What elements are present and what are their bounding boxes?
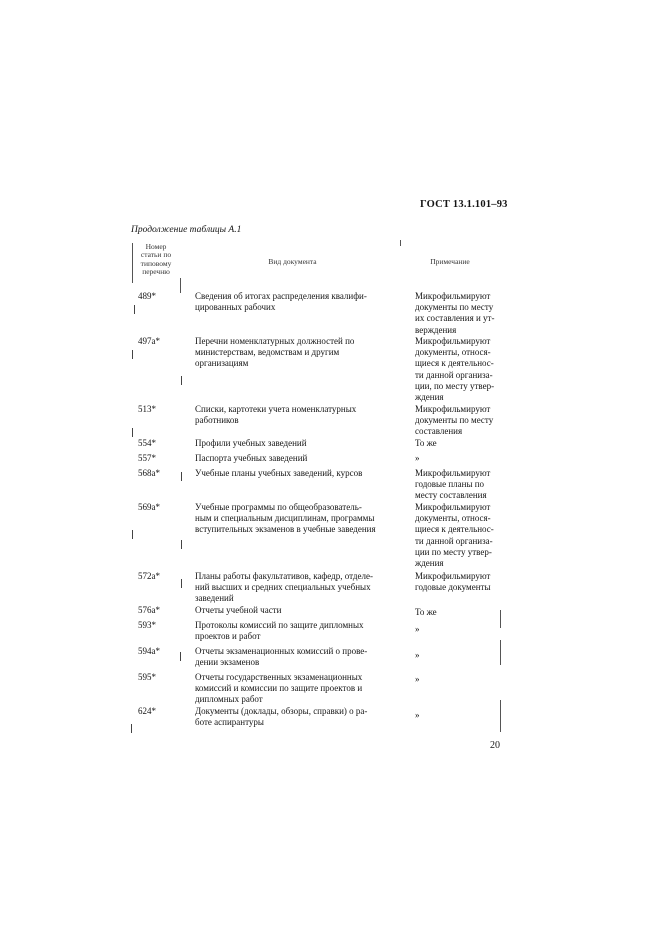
row-document-type: Профили учебных заведений — [195, 438, 307, 448]
column-rule — [181, 540, 182, 549]
row-number: 497а* — [138, 336, 160, 346]
row-note: Микрофильмируют годовые документы — [415, 571, 491, 593]
row-number: 572а* — [138, 571, 160, 581]
row-number: 576а* — [138, 605, 160, 615]
column-rule — [400, 240, 401, 246]
row-number: 593* — [138, 620, 156, 630]
row-note: Микрофильмируют документы по месту составления — [415, 404, 494, 437]
row-document-type: Учебные программы по общеобразователь- ным и специальным дисциплинам, программы вступительных экзаменов в учебные заведения — [195, 502, 376, 535]
table-caption: Продолжение таблицы А.1 — [131, 225, 242, 235]
row-number: 489* — [138, 291, 156, 301]
row-document-type: Сведения об итогах распределения квалифи- цированных рабочих — [195, 291, 367, 313]
row-document-type: Списки, картотеки учета номенклатурных работников — [195, 404, 357, 426]
column-header-note: Примечание — [430, 257, 470, 266]
row-number: 554* — [138, 438, 156, 448]
row-number: 557* — [138, 453, 156, 463]
row-document-type: Документы (доклады, обзоры, справки) о ра- боте аспирантуры — [195, 706, 368, 728]
row-number: 624* — [138, 706, 156, 716]
row-number: 595* — [138, 672, 156, 682]
column-rule — [132, 530, 133, 539]
row-document-type: Паспорта учебных заведений — [195, 453, 308, 463]
row-document-type: Отчеты учебной части — [195, 605, 282, 615]
row-note: » — [415, 710, 420, 720]
row-note: Микрофильмируют документы по месту их составления и ут- верждения — [415, 291, 495, 335]
column-rule — [131, 724, 132, 733]
row-document-type: Планы работы факультативов, кафедр, отделе- ний высших и средних специальных учебных заведений — [195, 571, 373, 604]
column-rule — [181, 472, 182, 481]
row-note: То же — [415, 607, 437, 617]
column-header-number: Номер статьи по типовому перечню — [140, 242, 172, 277]
page-number: 20 — [490, 740, 500, 751]
row-number: 568а* — [138, 468, 160, 478]
column-rule — [132, 350, 133, 359]
row-note: » — [415, 674, 420, 684]
column-rule — [134, 305, 135, 314]
column-rule — [180, 278, 181, 293]
row-document-type: Учебные планы учебных заведений, курсов — [195, 468, 363, 478]
row-document-type: Отчеты экзаменационных комиссий о прове- дении экзаменов — [195, 646, 368, 668]
column-header-document-type: Вид документа — [268, 257, 317, 266]
row-note: Микрофильмируют документы, относя- щиеся к деятельнос- ти данной организа- ции по месту утвер- ждения — [415, 502, 494, 569]
column-rule — [181, 579, 182, 588]
row-note: » — [415, 650, 420, 660]
document-code: ГОСТ 13.1.101–93 — [420, 199, 508, 210]
column-rule — [132, 243, 133, 283]
column-rule — [180, 652, 181, 661]
row-note: Микрофильмируют документы, относя- щиеся к деятельнос- ти данной организа- ции, по месту утвер- ждения — [415, 336, 495, 403]
row-document-type: Перечни номенклатурных должностей по министерствам, ведомствам и другим организациям — [195, 336, 355, 369]
row-note: То же — [415, 438, 437, 448]
row-note: » — [415, 453, 420, 463]
column-rule — [181, 376, 182, 385]
row-document-type: Отчеты государственных экзаменационных комиссий и комиссии по защите проектов и дипломных работ — [195, 672, 363, 705]
row-number: 513* — [138, 404, 156, 414]
row-note: Микрофильмируют годовые планы по месту составления — [415, 468, 491, 501]
row-number: 569а* — [138, 502, 160, 512]
row-note: » — [415, 624, 420, 634]
row-number: 594а* — [138, 646, 160, 656]
row-document-type: Протоколы комиссий по защите дипломных проектов и работ — [195, 620, 364, 642]
column-rule — [132, 428, 133, 437]
